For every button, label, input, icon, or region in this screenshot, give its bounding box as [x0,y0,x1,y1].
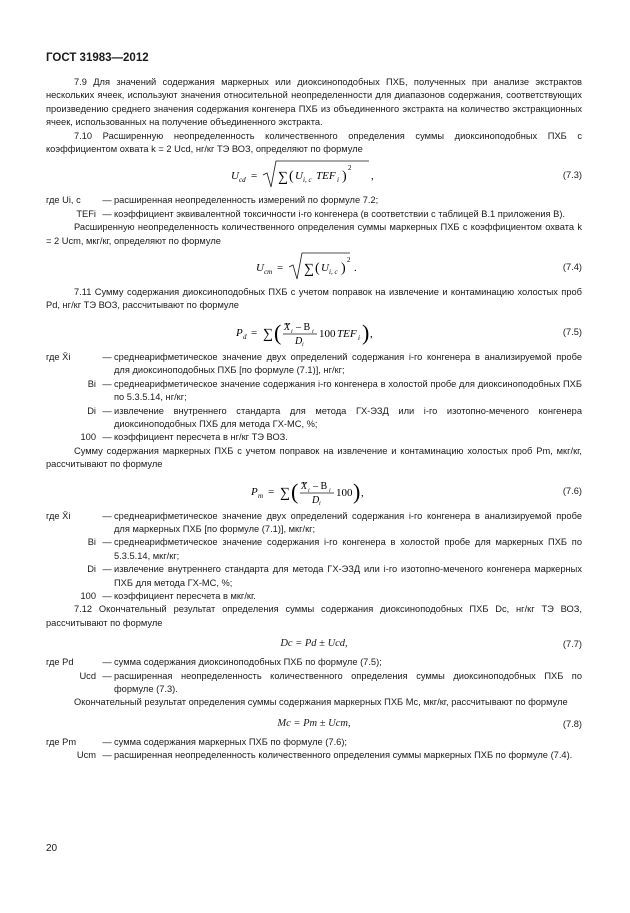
page-header: ГОСТ 31983—2012 [46,52,149,64]
page-number: 20 [46,843,58,854]
definition-item: где Ui, c — расширенная неопределенность измерений по формуле 7.2; [46,195,379,206]
equation-number: (7.7) [562,639,582,650]
formula-7-4-graphic [254,250,374,284]
svg-text:U: U [295,170,303,183]
svg-text:U: U [231,170,239,183]
paragraph-7-11b: Сумму содержания маркерных ПХБ с учетом поправок на извлечение и контаминацию холостых проб Pm, мкг/кг, рассчитывают по формуле [46,445,582,470]
equation-7-7 [46,632,582,654]
svg-text:– B: – B [296,321,311,333]
svg-text:m: m [258,491,264,500]
svg-text:): ) [362,319,370,345]
svg-text:i: i [358,333,360,342]
svg-text:∑: ∑ [280,485,290,501]
equation-7-3 [46,158,582,192]
svg-text:∑: ∑ [263,326,273,342]
formula-7-7: Dc = Pd ± Ucd, [280,638,348,650]
equation-number: (7.5) [562,326,582,337]
svg-text:TEF: TEF [337,327,357,340]
svg-text:cd: cd [239,176,246,185]
definition-item: 100 — коэффициент пересчета в мкг/кг. [80,590,256,601]
equation-7-8 [46,712,582,734]
definitions-7-6 [46,510,582,604]
svg-text:i: i [319,500,321,507]
definition-item: Di — извлечение внутреннего стандарта для метода ГХ-ЭЗД или i-го изотопно-меченого конгенера диоксиноподобных ПХБ для метода ГХ-МС, %; [87,405,582,429]
svg-text:=: = [268,485,275,498]
definition-item: Ucm — расширенная неопределенность количественного определения суммы маркерных ПХБ по формуле (7.4). [76,750,573,761]
svg-text:d: d [243,332,247,341]
definitions-7-5 [46,351,582,445]
paragraph-7-11: 7.11 Сумму содержания диоксиноподобных ПХБ с учетом поправок на извлечение и контаминацию холостых проб Pd, нг/кг ТЭ ВОЗ, рассчитывают по формуле [46,287,582,311]
paragraph-7-10b: Расширенную неопределенность количественного определения суммы маркерных ПХБ с коэффициентом охвата k = 2 Ucm, мкг/кг, определяют по формуле [46,222,582,246]
paragraph-7-10: 7.10 Расширенную неопределенность количественного определения суммы диоксиноподобных ПХБ с коэффициентом охвата k = 2 Ucd, нг/кг ТЭ ВОЗ, определяют по формуле [46,130,582,155]
definition-item: Di — извлечение внутреннего стандарта для метода ГХ-ЭЗД или i-го изотопно-меченого конгенера маркерных ПХБ для метода ГХ-МС, %; [87,564,582,588]
svg-text:=: = [277,262,284,275]
equation-7-5 [46,315,582,349]
formula-7-3-graphic [229,158,399,192]
svg-text:2: 2 [348,164,352,173]
definition-item: где X̄i — среднеарифметическое значение двух определений содержания i-го конгенера в анализируемой пробе для диоксиноподобных ПХБ [по формуле (7.1)], нг/кг; [46,351,582,376]
definitions-7-7 [46,656,582,696]
svg-text:): ) [341,261,346,277]
equation-number: (7.8) [562,718,582,729]
svg-text:P: P [236,326,243,339]
svg-text:(: ( [274,319,282,345]
svg-text:100: 100 [336,486,353,499]
definition-item: TEFi — коэффициент эквивалентной токсичности i-го конгенера (в соответствии с таблицей В.1 приложения В). [76,208,566,219]
svg-text:∑: ∑ [304,262,314,278]
definition-item: где Pm — сумма содержания маркерных ПХБ по формуле (7.6); [46,736,348,747]
svg-text:– B: – B [313,480,328,492]
definitions-7-3 [46,194,582,221]
equation-7-4 [46,250,582,284]
svg-text:): ) [342,169,347,185]
equation-number: (7.6) [562,485,582,496]
svg-text:,: , [371,170,374,183]
svg-text:): ) [353,478,361,504]
svg-text:P: P [251,485,258,498]
definitions-7-8 [46,736,582,763]
svg-text:i: i [291,328,293,335]
definition-item: Bi — среднеарифметическое значение содержания i-го конгенера в холостой пробе для диоксиноподобных ПХБ по 5.3.5.14, нг/кг; [87,378,582,403]
svg-text:=: = [251,326,258,339]
definition-item: 100 — коэффициент пересчета в нг/кг ТЭ ВОЗ. [80,432,288,443]
formula-7-5-graphic [234,315,394,349]
definition-item: где X̄i — среднеарифметическое значение двух определений содержания i-го конгенера в анализируемой пробе для маркерных ПХБ [по формуле (7.1)], мкг/кг; [46,510,582,534]
definition-item: Bi — среднеарифметическое значение содержания i-го конгенера в холостой пробе для маркерных ПХБ по 5.3.5.14, мкг/кг; [87,537,582,561]
svg-text:D: D [295,335,303,347]
paragraph-7-12: 7.12 Окончательный результат определения суммы содержания диоксиноподобных ПХБ Dc, нг/кг ТЭ ВОЗ, рассчитывают по формуле [46,604,582,628]
svg-text:(: ( [289,169,294,185]
paragraph-7-12b: Окончательный результат определения суммы содержания маркерных ПХБ Mc, мкг/кг, рассчитывают по формуле [74,697,568,708]
svg-text:i: i [308,487,310,494]
svg-text:i, c: i, c [329,268,338,277]
equation-number: (7.4) [562,262,582,273]
equation-7-6 [46,474,582,508]
svg-text:.: . [354,262,357,275]
svg-text:i: i [337,176,339,185]
svg-text:,: , [361,486,364,499]
svg-text:(: ( [315,261,320,277]
svg-text:X: X [301,480,308,492]
svg-text:,: , [370,327,373,340]
definition-item: где Pd — сумма содержания диоксиноподобных ПХБ по формуле (7.5); [46,657,382,668]
paragraph-7-9: 7.9 Для значений содержания маркерных или диоксиноподобных ПХБ, полученных при анализе экстрактов нескольких ячеек, используют значения относительной неопределенности для диапазонов содержания, соответствующих произведению среднего значения содержания конгенера ПХБ из объединенного экстракта на количество экстракционных ячеек, использованных на получение объединенного экстракта. [46,77,582,128]
svg-text:(: ( [291,478,299,504]
svg-text:U: U [321,262,329,275]
formula-7-8: Mc = Pm ± Ucm, [277,717,351,729]
svg-text:i, c: i, c [303,176,312,185]
svg-text:U: U [256,262,264,275]
definition-item: Ucd — расширенная неопределенность количественного определения суммы диоксиноподобных ПХБ по формуле (7.3). [79,670,582,694]
svg-text:2: 2 [347,256,351,265]
svg-text:100: 100 [319,327,336,340]
svg-text:=: = [251,170,258,183]
svg-text:i: i [312,328,314,335]
svg-text:D: D [312,494,320,506]
svg-text:i: i [329,487,331,494]
svg-text:X: X [284,321,291,333]
formula-7-6-graphic [249,474,379,508]
svg-text:cm: cm [264,268,273,277]
svg-text:TEF: TEF [316,170,336,183]
svg-text:∑: ∑ [278,170,288,186]
equation-number: (7.3) [562,170,582,181]
svg-text:i: i [302,341,304,348]
document-body [46,76,582,763]
